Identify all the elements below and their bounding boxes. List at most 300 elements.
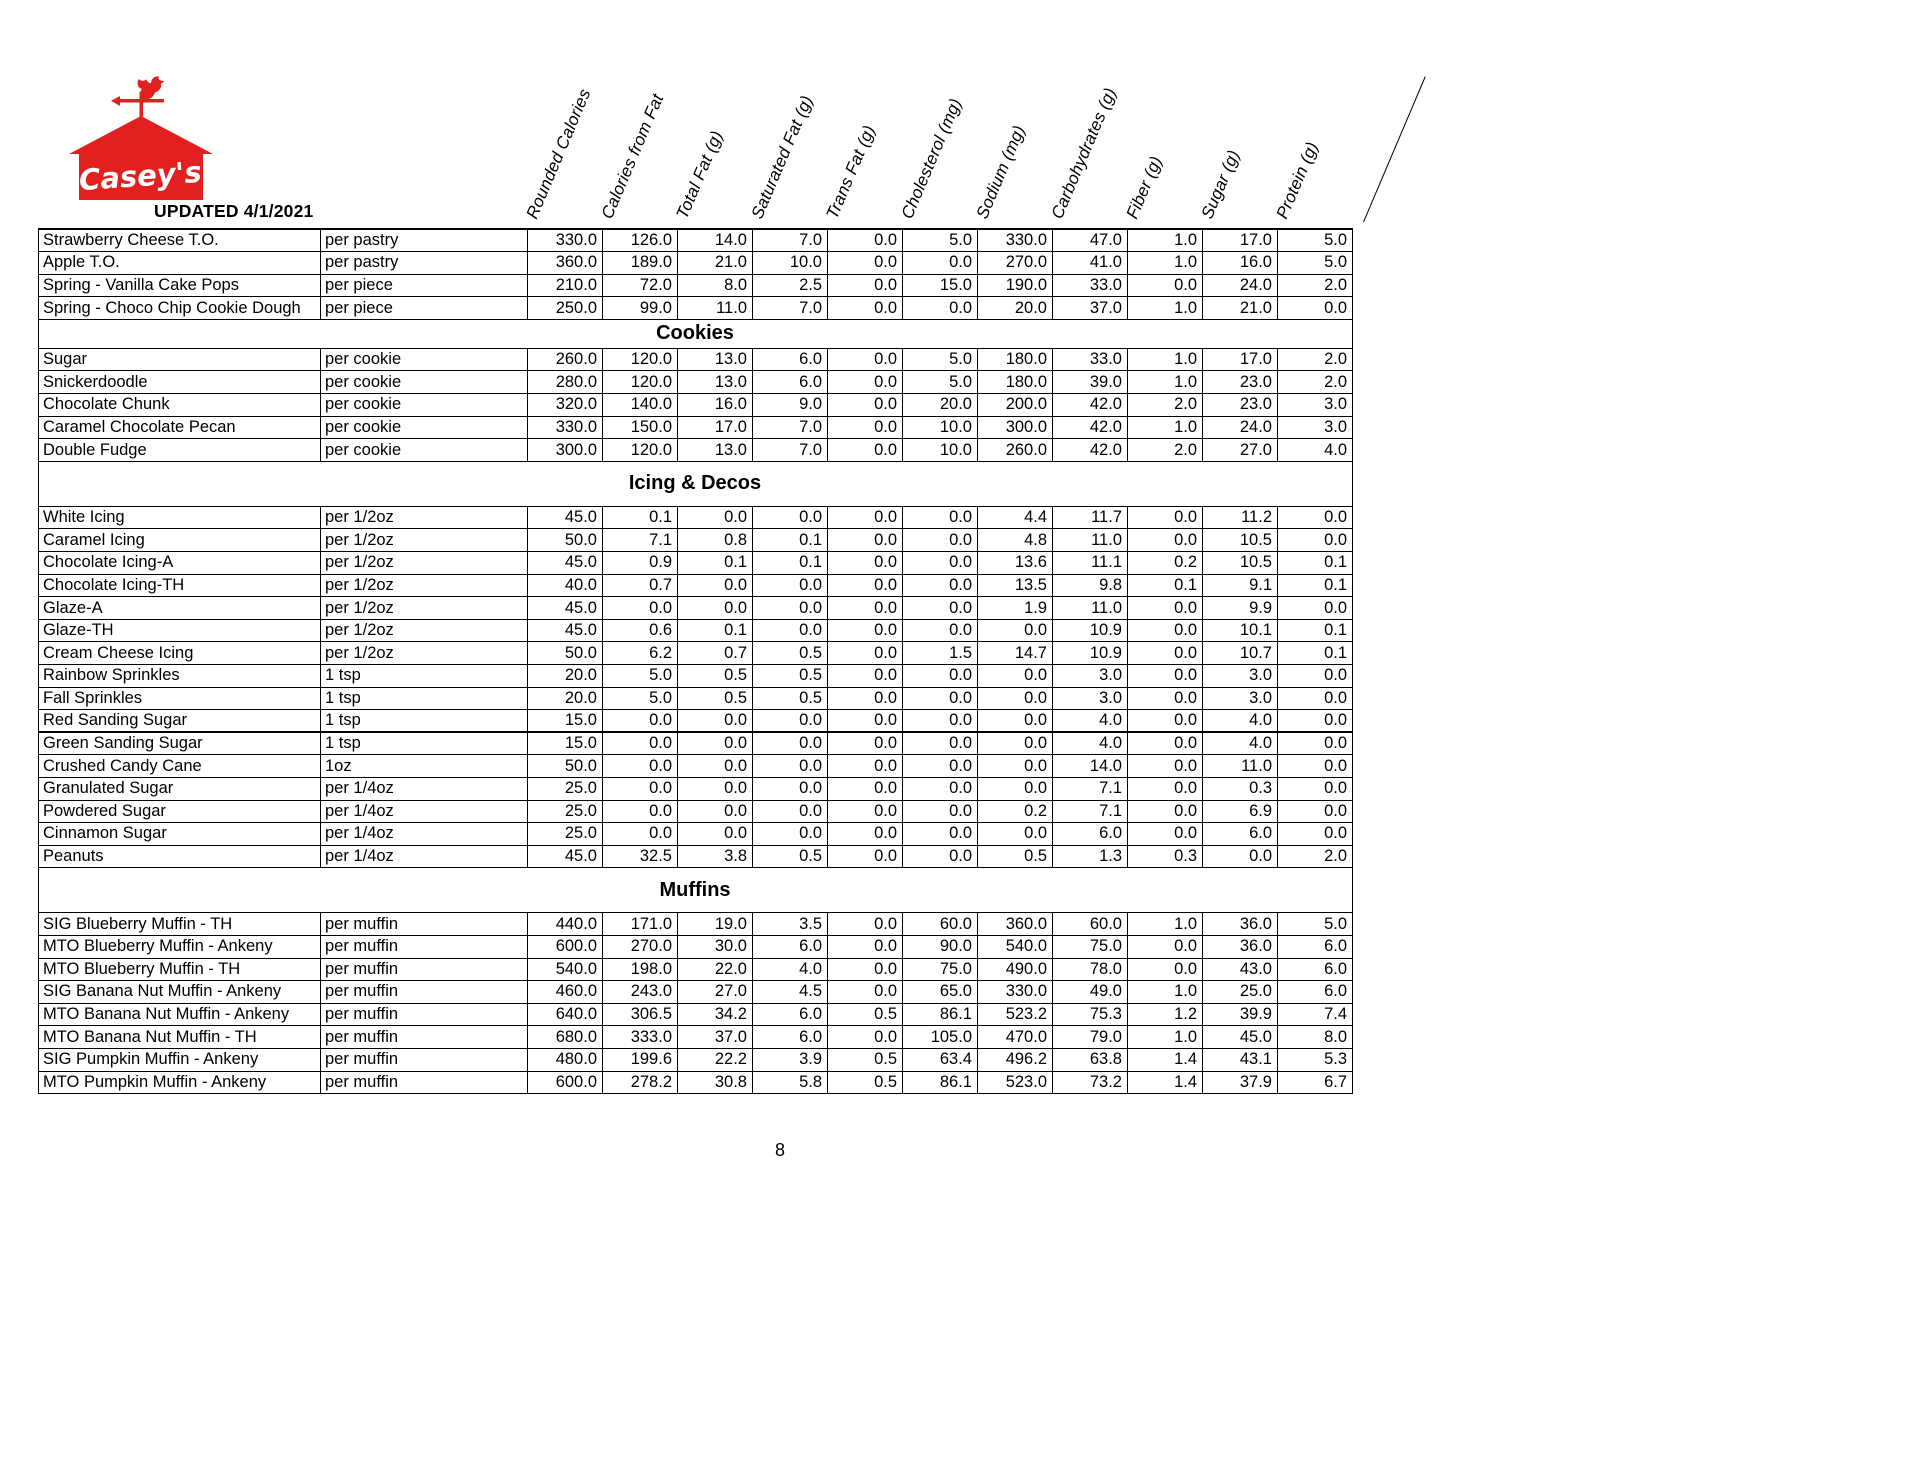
- value-cell: 13.0: [678, 371, 753, 394]
- value-cell: 0.0: [828, 687, 903, 710]
- value-cell: 0.0: [1128, 529, 1203, 552]
- value-cell: 86.1: [903, 1071, 978, 1094]
- value-cell: 0.0: [1128, 642, 1203, 665]
- value-cell: 36.0: [1203, 913, 1278, 936]
- item-name-cell: MTO Pumpkin Muffin - Ankeny: [39, 1071, 321, 1094]
- item-name-cell: Chocolate Chunk: [39, 394, 321, 417]
- value-cell: 1.3: [1053, 845, 1128, 868]
- table-row: [39, 800, 1353, 823]
- value-cell: 0.1: [603, 506, 678, 529]
- value-cell: 0.0: [1128, 732, 1203, 755]
- item-name-cell: MTO Blueberry Muffin - TH: [39, 958, 321, 981]
- table-row: [39, 252, 1353, 275]
- serving-size-cell: 1 tsp: [321, 665, 528, 688]
- table-row: [39, 394, 1353, 417]
- value-cell: 0.0: [1128, 710, 1203, 733]
- value-cell: 0.0: [1278, 710, 1353, 733]
- value-cell: 45.0: [1203, 1026, 1278, 1049]
- value-cell: 75.3: [1053, 1003, 1128, 1026]
- value-cell: 330.0: [978, 981, 1053, 1004]
- value-cell: 10.9: [1053, 619, 1128, 642]
- value-cell: 11.2: [1203, 506, 1278, 529]
- value-cell: 0.0: [828, 981, 903, 1004]
- value-cell: 1.0: [1128, 913, 1203, 936]
- value-cell: 330.0: [528, 229, 603, 252]
- value-cell: 300.0: [528, 439, 603, 462]
- value-cell: 0.2: [1128, 552, 1203, 575]
- value-cell: 2.0: [1278, 371, 1353, 394]
- value-cell: 3.5: [753, 913, 828, 936]
- value-cell: 42.0: [1053, 439, 1128, 462]
- value-cell: 63.8: [1053, 1048, 1128, 1071]
- value-cell: 480.0: [528, 1048, 603, 1071]
- value-cell: 2.0: [1128, 439, 1203, 462]
- value-cell: 0.0: [828, 913, 903, 936]
- value-cell: 0.3: [1128, 845, 1203, 868]
- value-cell: 5.0: [1278, 229, 1353, 252]
- value-cell: 43.0: [1203, 958, 1278, 981]
- value-cell: 0.5: [678, 687, 753, 710]
- value-cell: 39.0: [1053, 371, 1128, 394]
- value-cell: 0.0: [1278, 597, 1353, 620]
- value-cell: 0.0: [678, 823, 753, 846]
- item-name-cell: Spring - Vanilla Cake Pops: [39, 274, 321, 297]
- serving-size-cell: per muffin: [321, 1026, 528, 1049]
- value-cell: 50.0: [528, 529, 603, 552]
- table-row: [39, 777, 1353, 800]
- value-cell: 440.0: [528, 913, 603, 936]
- value-cell: 0.0: [753, 619, 828, 642]
- value-cell: 5.3: [1278, 1048, 1353, 1071]
- value-cell: 1.0: [1128, 371, 1203, 394]
- value-cell: 0.7: [678, 642, 753, 665]
- value-cell: 17.0: [1203, 348, 1278, 371]
- value-cell: 34.2: [678, 1003, 753, 1026]
- value-cell: 23.0: [1203, 394, 1278, 417]
- item-name-cell: Caramel Chocolate Pecan: [39, 416, 321, 439]
- value-cell: 5.0: [1278, 252, 1353, 275]
- value-cell: 50.0: [528, 755, 603, 778]
- value-cell: 0.0: [828, 935, 903, 958]
- value-cell: 0.0: [753, 506, 828, 529]
- value-cell: 4.0: [1053, 732, 1128, 755]
- value-cell: 6.2: [603, 642, 678, 665]
- value-cell: 0.0: [903, 506, 978, 529]
- column-header-rounded-calories: Rounded Calories: [522, 85, 595, 222]
- serving-size-cell: per 1/2oz: [321, 506, 528, 529]
- table-row: [39, 297, 1353, 320]
- value-cell: 0.0: [1128, 755, 1203, 778]
- serving-size-cell: per cookie: [321, 439, 528, 462]
- table-row: [39, 755, 1353, 778]
- value-cell: 3.0: [1203, 687, 1278, 710]
- value-cell: 0.0: [1128, 935, 1203, 958]
- value-cell: 5.0: [1278, 913, 1353, 936]
- item-name-cell: MTO Banana Nut Muffin - Ankeny: [39, 1003, 321, 1026]
- value-cell: 0.7: [603, 574, 678, 597]
- value-cell: 0.0: [603, 732, 678, 755]
- value-cell: 19.0: [678, 913, 753, 936]
- value-cell: 0.5: [678, 665, 753, 688]
- value-cell: 4.0: [753, 958, 828, 981]
- value-cell: 9.8: [1053, 574, 1128, 597]
- header-diagonal-line: [1363, 77, 1426, 223]
- value-cell: 22.2: [678, 1048, 753, 1071]
- value-cell: 7.1: [603, 529, 678, 552]
- value-cell: 0.0: [678, 710, 753, 733]
- table-row: [39, 665, 1353, 688]
- section-title: Muffins: [39, 868, 1353, 913]
- item-name-cell: Fall Sprinkles: [39, 687, 321, 710]
- value-cell: 540.0: [528, 958, 603, 981]
- value-cell: 36.0: [1203, 935, 1278, 958]
- value-cell: 3.0: [1278, 394, 1353, 417]
- value-cell: 7.0: [753, 439, 828, 462]
- value-cell: 15.0: [528, 710, 603, 733]
- item-name-cell: Peanuts: [39, 845, 321, 868]
- value-cell: 15.0: [903, 274, 978, 297]
- item-name-cell: Green Sanding Sugar: [39, 732, 321, 755]
- table-row: [39, 348, 1353, 371]
- value-cell: 280.0: [528, 371, 603, 394]
- value-cell: 4.5: [753, 981, 828, 1004]
- value-cell: 2.0: [1278, 348, 1353, 371]
- value-cell: 25.0: [1203, 981, 1278, 1004]
- value-cell: 0.0: [1128, 597, 1203, 620]
- value-cell: 37.9: [1203, 1071, 1278, 1094]
- value-cell: 0.0: [978, 823, 1053, 846]
- value-cell: 60.0: [903, 913, 978, 936]
- value-cell: 1.9: [978, 597, 1053, 620]
- value-cell: 0.0: [828, 529, 903, 552]
- value-cell: 86.1: [903, 1003, 978, 1026]
- updated-date: UPDATED 4/1/2021: [154, 201, 314, 221]
- value-cell: 0.0: [1128, 823, 1203, 846]
- value-cell: 360.0: [528, 252, 603, 275]
- value-cell: 640.0: [528, 1003, 603, 1026]
- value-cell: 0.1: [678, 619, 753, 642]
- nutrition-table: [38, 228, 1353, 1094]
- item-name-cell: Chocolate Icing-TH: [39, 574, 321, 597]
- value-cell: 0.0: [903, 665, 978, 688]
- value-cell: 25.0: [528, 777, 603, 800]
- table-row: [39, 687, 1353, 710]
- value-cell: 270.0: [978, 252, 1053, 275]
- value-cell: 0.0: [903, 552, 978, 575]
- value-cell: 120.0: [603, 348, 678, 371]
- serving-size-cell: per muffin: [321, 1003, 528, 1026]
- value-cell: 171.0: [603, 913, 678, 936]
- value-cell: 0.0: [1128, 619, 1203, 642]
- item-name-cell: Crushed Candy Cane: [39, 755, 321, 778]
- value-cell: 2.5: [753, 274, 828, 297]
- table-row: [39, 1003, 1353, 1026]
- value-cell: 10.0: [903, 416, 978, 439]
- value-cell: 4.8: [978, 529, 1053, 552]
- item-name-cell: Cream Cheese Icing: [39, 642, 321, 665]
- value-cell: 7.0: [753, 229, 828, 252]
- column-header-calories-from-fat: Calories from Fat: [597, 91, 668, 222]
- value-cell: 32.5: [603, 845, 678, 868]
- value-cell: 105.0: [903, 1026, 978, 1049]
- value-cell: 0.0: [903, 574, 978, 597]
- item-name-cell: Strawberry Cheese T.O.: [39, 229, 321, 252]
- value-cell: 0.0: [828, 777, 903, 800]
- value-cell: 10.9: [1053, 642, 1128, 665]
- value-cell: 39.9: [1203, 1003, 1278, 1026]
- value-cell: 79.0: [1053, 1026, 1128, 1049]
- value-cell: 0.0: [1278, 506, 1353, 529]
- value-cell: 72.0: [603, 274, 678, 297]
- value-cell: 6.9: [1203, 800, 1278, 823]
- value-cell: 0.5: [753, 642, 828, 665]
- table-row: [39, 732, 1353, 755]
- value-cell: 7.4: [1278, 1003, 1353, 1026]
- serving-size-cell: per muffin: [321, 1071, 528, 1094]
- serving-size-cell: per 1/4oz: [321, 777, 528, 800]
- value-cell: 0.0: [1128, 687, 1203, 710]
- value-cell: 0.0: [828, 755, 903, 778]
- value-cell: 13.6: [978, 552, 1053, 575]
- serving-size-cell: per cookie: [321, 371, 528, 394]
- value-cell: 0.0: [828, 274, 903, 297]
- value-cell: 470.0: [978, 1026, 1053, 1049]
- value-cell: 0.0: [1278, 665, 1353, 688]
- value-cell: 0.0: [903, 710, 978, 733]
- value-cell: 47.0: [1053, 229, 1128, 252]
- table-row: [39, 506, 1353, 529]
- value-cell: 360.0: [978, 913, 1053, 936]
- value-cell: 0.0: [828, 845, 903, 868]
- value-cell: 11.0: [1203, 755, 1278, 778]
- value-cell: 270.0: [603, 935, 678, 958]
- column-header-protein: Protein (g): [1272, 139, 1322, 222]
- item-name-cell: Spring - Choco Chip Cookie Dough: [39, 297, 321, 320]
- value-cell: 1.0: [1128, 981, 1203, 1004]
- value-cell: 13.5: [978, 574, 1053, 597]
- value-cell: 37.0: [1053, 297, 1128, 320]
- serving-size-cell: per cookie: [321, 348, 528, 371]
- value-cell: 43.1: [1203, 1048, 1278, 1071]
- value-cell: 0.0: [753, 732, 828, 755]
- serving-size-cell: per cookie: [321, 394, 528, 417]
- table-row: [39, 371, 1353, 394]
- value-cell: 9.0: [753, 394, 828, 417]
- value-cell: 0.0: [978, 777, 1053, 800]
- serving-size-cell: per muffin: [321, 958, 528, 981]
- value-cell: 0.0: [678, 800, 753, 823]
- value-cell: 0.0: [828, 439, 903, 462]
- value-cell: 7.0: [753, 297, 828, 320]
- value-cell: 330.0: [978, 229, 1053, 252]
- table-row: [39, 981, 1353, 1004]
- value-cell: 0.0: [828, 394, 903, 417]
- value-cell: 3.0: [1053, 687, 1128, 710]
- value-cell: 0.0: [903, 297, 978, 320]
- table-row: [39, 823, 1353, 846]
- value-cell: 30.8: [678, 1071, 753, 1094]
- value-cell: 0.0: [1278, 297, 1353, 320]
- value-cell: 16.0: [678, 394, 753, 417]
- value-cell: 11.1: [1053, 552, 1128, 575]
- value-cell: 0.0: [828, 1026, 903, 1049]
- value-cell: 10.0: [753, 252, 828, 275]
- table-row: [39, 642, 1353, 665]
- value-cell: 0.0: [753, 777, 828, 800]
- value-cell: 0.1: [1278, 552, 1353, 575]
- value-cell: 333.0: [603, 1026, 678, 1049]
- table-row: [39, 935, 1353, 958]
- value-cell: 42.0: [1053, 416, 1128, 439]
- value-cell: 0.5: [828, 1048, 903, 1071]
- table-row: [39, 1026, 1353, 1049]
- value-cell: 180.0: [978, 371, 1053, 394]
- value-cell: 21.0: [678, 252, 753, 275]
- value-cell: 3.0: [1053, 665, 1128, 688]
- serving-size-cell: 1 tsp: [321, 710, 528, 733]
- value-cell: 0.0: [1278, 732, 1353, 755]
- value-cell: 0.0: [603, 755, 678, 778]
- value-cell: 33.0: [1053, 348, 1128, 371]
- value-cell: 260.0: [528, 348, 603, 371]
- item-name-cell: Red Sanding Sugar: [39, 710, 321, 733]
- item-name-cell: Glaze-A: [39, 597, 321, 620]
- value-cell: 8.0: [678, 274, 753, 297]
- value-cell: 5.8: [753, 1071, 828, 1094]
- value-cell: 198.0: [603, 958, 678, 981]
- serving-size-cell: per muffin: [321, 913, 528, 936]
- serving-size-cell: 1 tsp: [321, 732, 528, 755]
- value-cell: 2.0: [1278, 845, 1353, 868]
- value-cell: 0.0: [828, 800, 903, 823]
- value-cell: 27.0: [1203, 439, 1278, 462]
- value-cell: 14.0: [1053, 755, 1128, 778]
- value-cell: 0.0: [1128, 800, 1203, 823]
- value-cell: 60.0: [1053, 913, 1128, 936]
- value-cell: 75.0: [1053, 935, 1128, 958]
- value-cell: 0.5: [753, 665, 828, 688]
- item-name-cell: MTO Banana Nut Muffin - TH: [39, 1026, 321, 1049]
- value-cell: 14.7: [978, 642, 1053, 665]
- value-cell: 10.1: [1203, 619, 1278, 642]
- value-cell: 0.0: [753, 574, 828, 597]
- value-cell: 27.0: [678, 981, 753, 1004]
- section-title-row: [39, 319, 1353, 348]
- value-cell: 0.0: [678, 777, 753, 800]
- serving-size-cell: per 1/2oz: [321, 642, 528, 665]
- value-cell: 0.5: [753, 845, 828, 868]
- column-header-total-fat: Total Fat (g): [672, 128, 727, 222]
- value-cell: 20.0: [528, 687, 603, 710]
- value-cell: 65.0: [903, 981, 978, 1004]
- value-cell: 20.0: [978, 297, 1053, 320]
- item-name-cell: Chocolate Icing-A: [39, 552, 321, 575]
- value-cell: 0.0: [1278, 755, 1353, 778]
- value-cell: 0.0: [978, 755, 1053, 778]
- serving-size-cell: per 1/4oz: [321, 823, 528, 846]
- value-cell: 0.0: [678, 732, 753, 755]
- value-cell: 600.0: [528, 935, 603, 958]
- value-cell: 0.0: [903, 800, 978, 823]
- value-cell: 4.0: [1203, 732, 1278, 755]
- table-row: [39, 619, 1353, 642]
- value-cell: 680.0: [528, 1026, 603, 1049]
- value-cell: 11.0: [1053, 529, 1128, 552]
- value-cell: 17.0: [1203, 229, 1278, 252]
- value-cell: 243.0: [603, 981, 678, 1004]
- value-cell: 0.0: [828, 229, 903, 252]
- table-row: [39, 416, 1353, 439]
- value-cell: 7.1: [1053, 800, 1128, 823]
- value-cell: 9.9: [1203, 597, 1278, 620]
- value-cell: 8.0: [1278, 1026, 1353, 1049]
- value-cell: 22.0: [678, 958, 753, 981]
- value-cell: 49.0: [1053, 981, 1128, 1004]
- value-cell: 40.0: [528, 574, 603, 597]
- item-name-cell: Rainbow Sprinkles: [39, 665, 321, 688]
- value-cell: 0.1: [1278, 574, 1353, 597]
- value-cell: 0.0: [903, 777, 978, 800]
- value-cell: 1.4: [1128, 1071, 1203, 1094]
- value-cell: 0.0: [828, 297, 903, 320]
- value-cell: 63.4: [903, 1048, 978, 1071]
- table-row: [39, 552, 1353, 575]
- value-cell: 1.2: [1128, 1003, 1203, 1026]
- serving-size-cell: per 1/2oz: [321, 619, 528, 642]
- value-cell: 6.0: [753, 348, 828, 371]
- value-cell: 7.0: [753, 416, 828, 439]
- value-cell: 78.0: [1053, 958, 1128, 981]
- serving-size-cell: per 1/4oz: [321, 845, 528, 868]
- value-cell: 24.0: [1203, 416, 1278, 439]
- logo-text: Casey's: [77, 154, 203, 198]
- value-cell: 0.5: [828, 1003, 903, 1026]
- value-cell: 6.0: [1278, 981, 1353, 1004]
- value-cell: 4.0: [1278, 439, 1353, 462]
- value-cell: 0.1: [678, 552, 753, 575]
- item-name-cell: Double Fudge: [39, 439, 321, 462]
- value-cell: 0.0: [1278, 800, 1353, 823]
- table-row: [39, 845, 1353, 868]
- item-name-cell: Caramel Icing: [39, 529, 321, 552]
- value-cell: 0.0: [603, 823, 678, 846]
- value-cell: 0.0: [1128, 274, 1203, 297]
- value-cell: 10.0: [903, 439, 978, 462]
- value-cell: 0.1: [753, 529, 828, 552]
- item-name-cell: White Icing: [39, 506, 321, 529]
- value-cell: 5.0: [603, 687, 678, 710]
- value-cell: 0.0: [1128, 777, 1203, 800]
- value-cell: 25.0: [528, 800, 603, 823]
- value-cell: 45.0: [528, 597, 603, 620]
- value-cell: 0.0: [828, 552, 903, 575]
- value-cell: 6.0: [1203, 823, 1278, 846]
- value-cell: 180.0: [978, 348, 1053, 371]
- section-title: Cookies: [39, 319, 1353, 348]
- value-cell: 2.0: [1128, 394, 1203, 417]
- value-cell: 1.0: [1128, 416, 1203, 439]
- value-cell: 1.0: [1128, 348, 1203, 371]
- value-cell: 523.0: [978, 1071, 1053, 1094]
- value-cell: 20.0: [528, 665, 603, 688]
- value-cell: 0.0: [753, 597, 828, 620]
- value-cell: 4.4: [978, 506, 1053, 529]
- value-cell: 0.0: [903, 823, 978, 846]
- value-cell: 0.0: [753, 755, 828, 778]
- serving-size-cell: per pastry: [321, 252, 528, 275]
- column-header-saturated-fat: Saturated Fat (g): [747, 92, 817, 222]
- value-cell: 7.1: [1053, 777, 1128, 800]
